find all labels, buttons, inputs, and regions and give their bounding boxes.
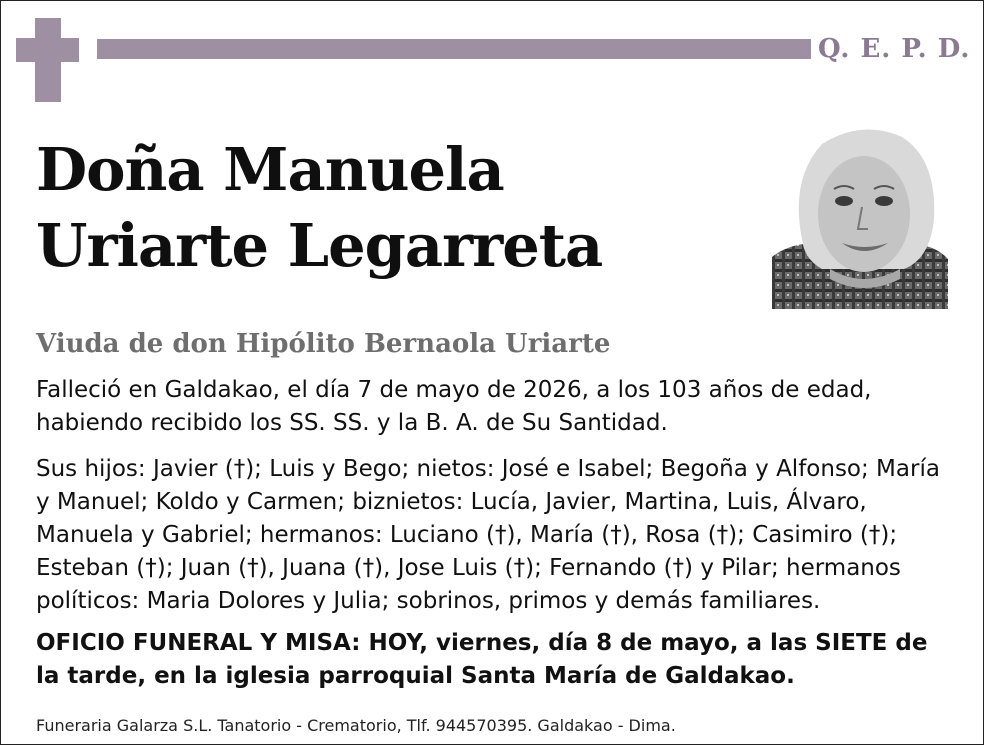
name-line-1: Doña Manuela [36, 135, 504, 204]
qepd-label: Q. E. P. D. [818, 34, 971, 64]
portrait-photo [772, 119, 948, 309]
deceased-name [36, 132, 602, 284]
header-bar [97, 39, 811, 59]
cross-icon-arm [16, 38, 79, 62]
funeral-home-footer: Funeraria Galarza S.L. Tanatorio - Crematorio, Tlf. 944570395. Galdakao - Dima. [36, 716, 676, 735]
death-paragraph: Falleció en Galdakao, el día 7 de mayo de 2026, a los 103 años de edad, habiendo recibido los SS. SS. y la B. A. de Su Santidad. [36, 377, 872, 436]
widow-subtitle: Viuda de don Hipólito Bernaola Uriarte [36, 329, 611, 359]
family-paragraph: Sus hijos: Javier (†); Luis y Bego; nietos: José e Isabel; Begoña y Alfonso; María y Manuel; Koldo y Carmen; biznietos: Lucía, Javier, Martina, Luis, Álvaro, Manuela y Gabriel; hermanos: Luciano (†), María (†), Rosa (†); Casimiro (†); Esteban (†); Juan (†), Juana (†), Jose Luis (†); Fernando (†) y Pilar; hermanos políticos: Maria Dolores y Julia; sobrinos, primos y demás familiares. [36, 456, 940, 614]
name-line-2: Uriarte Legarreta [36, 211, 603, 280]
funeral-paragraph: OFICIO FUNERAL Y MISA: HOY, viernes, día 8 de mayo, a las SIETE de la tarde, en la iglesia parroquial Santa María de Galdakao. [36, 630, 928, 689]
